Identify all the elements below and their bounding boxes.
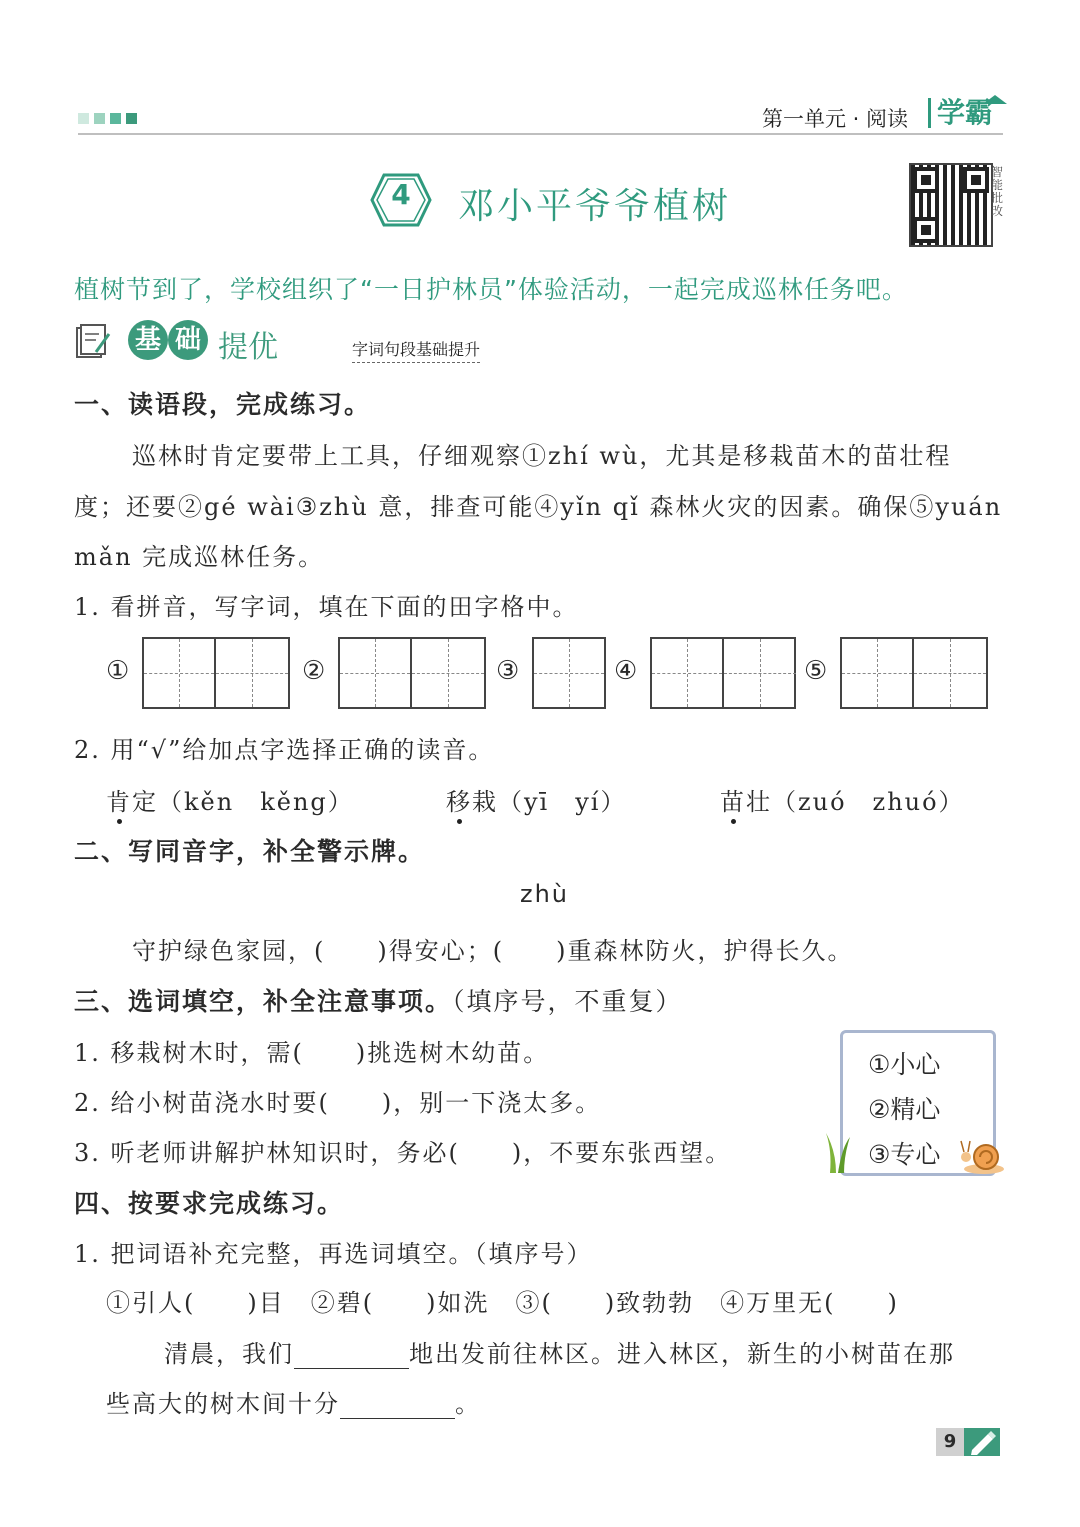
q4-words[interactable]: ①引人( )目 ②碧( )如洗 ③( )致勃勃 ④万里无( ): [106, 1289, 899, 1317]
tianzi-grid-2[interactable]: [338, 637, 486, 709]
q4-heading: 四、按要求完成练习。: [74, 1189, 345, 1218]
sentence-part: 。: [455, 1390, 481, 1418]
graduation-cap-icon: [983, 95, 1007, 104]
q4-sentence-line2: [106, 1384, 481, 1419]
qr-side-label: 智能批改: [991, 165, 1004, 218]
option-char: 定: [132, 788, 158, 816]
reading-option-2[interactable]: [446, 782, 626, 817]
section-subtitle: 字词句段基础提升: [352, 337, 480, 363]
q3-note: （填序号，不重复）: [452, 987, 683, 1016]
blank-1[interactable]: [294, 1340, 409, 1369]
dotted-char: 移: [446, 788, 472, 816]
q2-heading: 二、写同音字，补全警示牌。: [74, 837, 426, 866]
pencil-icon: [964, 1428, 1000, 1456]
unit-label: 第一单元 · 阅读: [762, 107, 909, 131]
choice-3: ③专心: [868, 1140, 941, 1169]
q3-item-3[interactable]: 3. 听老师讲解护林知识时，务必( )，不要东张西望。: [74, 1139, 732, 1167]
q1-paragraph-line1: 巡林时肯定要带上工具，仔细观察①zhí wù，尤其是移栽苗木的苗壮程: [132, 442, 952, 470]
page-title: 邓小平爷爷植树: [458, 186, 732, 227]
grid-label-5: ⑤: [804, 656, 828, 686]
tianzi-grid-3[interactable]: [532, 637, 606, 709]
blank-2[interactable]: [340, 1390, 455, 1419]
lesson-number-badge: [370, 172, 432, 228]
tianzi-grid-5[interactable]: [840, 637, 988, 709]
dotted-char: 苗: [720, 788, 746, 816]
badge-chu: 础: [168, 320, 208, 360]
q4-sentence-line1: [164, 1334, 955, 1369]
reading-option-3[interactable]: [720, 782, 965, 817]
sentence-part: 地出发前往林区。进入林区，新生的小树苗在那: [409, 1340, 955, 1368]
section-label: 提优: [218, 330, 278, 365]
grid-label-3: ③: [496, 656, 520, 686]
tianzi-grid-1[interactable]: [142, 637, 290, 709]
pinyin-choices: （yī yí）: [498, 788, 627, 816]
header-decor-square: [110, 113, 121, 124]
q3-heading: [74, 982, 683, 1018]
grass-icon: [820, 1125, 860, 1175]
header-decor-square: [94, 113, 105, 124]
pinyin-choices: （zuó zhuó）: [772, 788, 965, 816]
q1-sub2: 2. 用“√”给加点字选择正确的读音。: [74, 736, 495, 764]
qr-code-icon[interactable]: [909, 163, 993, 247]
q1-sub1: 1. 看拼音，写字词，填在下面的田字格中。: [74, 593, 579, 621]
notebook-pen-icon: [74, 322, 112, 360]
option-char: 壮: [746, 788, 772, 816]
q3-item-2[interactable]: 2. 给小树苗浇水时要( )，别一下浇太多。: [74, 1089, 602, 1117]
q1-paragraph-line3: mǎn 完成巡林任务。: [74, 543, 325, 571]
q2-sentence[interactable]: 守护绿色家园，( )得安心；( )重森林防火，护得长久。: [132, 937, 854, 965]
choice-2: ②精心: [868, 1095, 941, 1124]
grid-label-1: ①: [106, 656, 130, 686]
sentence-part: 清晨，我们: [164, 1340, 294, 1368]
option-char: 栽: [472, 788, 498, 816]
tianzi-grid-4[interactable]: [650, 637, 796, 709]
choice-1: ①小心: [868, 1050, 941, 1079]
header-decor-square: [126, 113, 137, 124]
grid-label-4: ④: [614, 656, 638, 686]
intro-text: 植树节到了，学校组织了“一日护林员”体验活动，一起完成巡林任务吧。: [74, 275, 908, 304]
lesson-number: 4: [391, 178, 411, 211]
reading-option-1[interactable]: [106, 782, 354, 817]
q3-item-1[interactable]: 1. 移栽树木时，需( )挑选树木幼苗。: [74, 1039, 550, 1067]
grid-label-2: ②: [302, 656, 326, 686]
brand-logo: 学霸: [928, 98, 993, 128]
q3-title: 三、选词填空，补全注意事项。: [74, 987, 453, 1016]
q4-sub1: 1. 把词语补充完整，再选词填空。（填序号）: [74, 1240, 593, 1268]
badge-ji: 基: [128, 320, 168, 360]
sentence-part: 些高大的树木间十分: [106, 1390, 340, 1418]
q1-heading: 一、读语段，完成练习。: [74, 390, 372, 419]
pinyin-choices: （kěn kěng）: [158, 788, 354, 816]
header-divider: [78, 133, 1003, 135]
page-number: 9: [936, 1428, 964, 1456]
header-decor-square: [78, 113, 89, 124]
q1-paragraph-line2: 度；还要②gé wài③zhù 意，排查可能④yǐn qǐ 森林火灾的因素。确保⑤yuán: [74, 493, 1003, 521]
snail-icon: [958, 1135, 1006, 1175]
q2-pinyin: zhù: [520, 880, 570, 908]
dotted-char: 肯: [106, 788, 132, 816]
